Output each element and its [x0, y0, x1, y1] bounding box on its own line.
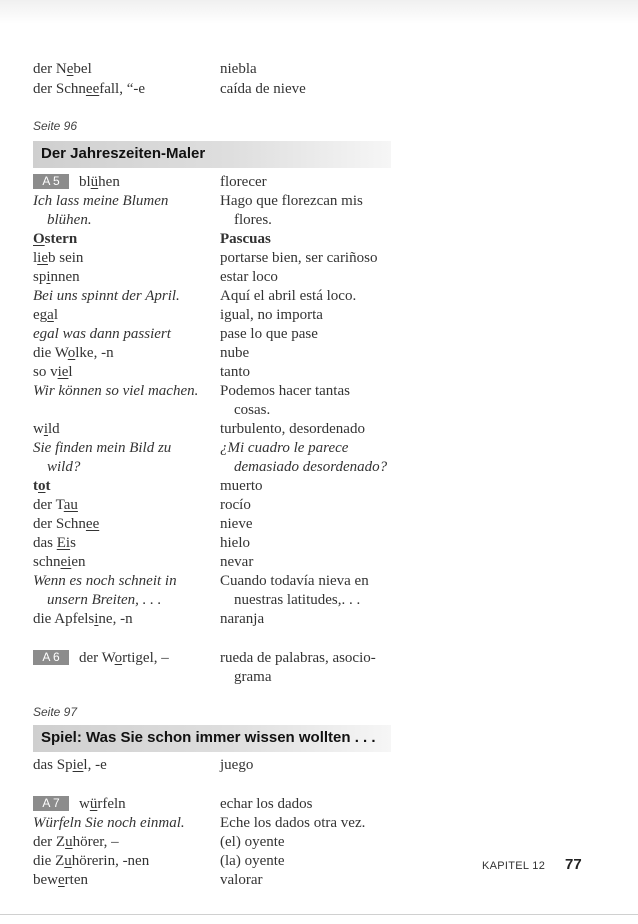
vocab-de-bewerten: bewerten	[33, 872, 88, 888]
vocab-es-portarse-bien: portarse bien, ser cariñoso	[220, 250, 378, 266]
vocab-de-lieb-sein: lieb sein	[33, 250, 84, 266]
vocab-es-turbulento: turbulento, desordenado	[220, 421, 365, 437]
vocab-es-nieve: nieve	[220, 516, 253, 532]
vocab-es-la-oyente: (la) oyente	[220, 853, 285, 869]
exercise-tag-a5: A 5	[33, 174, 69, 189]
vocab-de-spinnen: spinnen	[33, 269, 80, 285]
vocab-de-so-viel: so viel	[33, 364, 73, 380]
example-es-cuadro-cont: demasiado desordenado?	[234, 459, 388, 475]
example-de-blumen-cont: blühen.	[47, 212, 92, 228]
example-es-nieva-cont: nuestras latitudes,. . .	[234, 592, 361, 608]
page-reference-97: Seite 97	[33, 705, 78, 719]
vocab-de-ostern: Ostern	[33, 231, 78, 247]
vocab-de-spiel: das Spiel, -e	[33, 757, 107, 773]
example-es-florezcan: Hago que florezcan mis	[220, 193, 363, 209]
example-de-bild-wild: Sie finden mein Bild zu	[33, 440, 172, 456]
example-es-eche-dados: Eche los dados otra vez.	[220, 815, 366, 831]
example-de-april: Bei uns spinnt der April.	[33, 288, 180, 304]
vocab-de-bluehen: A 5 blühen	[33, 173, 120, 192]
section-title: Der Jahreszeiten-Maler	[41, 145, 206, 162]
example-es-abril: Aquí el abril está loco.	[220, 288, 357, 304]
example-de-viel-machen: Wir können so viel machen.	[33, 383, 199, 399]
vocab-es-hielo: hielo	[220, 535, 250, 551]
vocab-de-zuhoerer: der Zuhörer, –	[33, 834, 119, 850]
vocab-es-pascuas: Pascuas	[220, 231, 271, 247]
vocab-es-echar-dados: echar los dados	[220, 796, 313, 812]
vocab-es-rocio: rocío	[220, 497, 251, 513]
vocab-de-wolke: die Wolke, -n	[33, 345, 114, 361]
example-es-florezcan-cont: flores.	[234, 212, 272, 228]
vocab-de-schneien: schneien	[33, 554, 86, 570]
exercise-tag-a7: A 7	[33, 796, 69, 811]
vocab-es-igual: igual, no importa	[220, 307, 323, 323]
example-de-egal-was: egal was dann passiert	[33, 326, 171, 342]
vocab-es-nevar: nevar	[220, 554, 254, 570]
example-es-cuadro: ¿Mi cuadro le parece	[220, 440, 349, 456]
vocab-de-schneefall: der Schneefall, “-e	[33, 81, 146, 97]
example-de-schneit: Wenn es noch schneit in	[33, 573, 177, 589]
vocab-es-juego: juego	[220, 757, 254, 773]
vocab-de-eis: das Eis	[33, 535, 76, 551]
example-es-hacer-tantas-cont: cosas.	[234, 402, 271, 418]
vocab-de-nebel: der Nebel	[33, 61, 92, 77]
example-es-hacer-tantas: Podemos hacer tantas	[220, 383, 350, 399]
vocab-es-naranja: naranja	[220, 611, 265, 627]
vocab-de-wild: wild	[33, 421, 60, 437]
vocab-es-estar-loco: estar loco	[220, 269, 278, 285]
example-es-pase-lo-que-pase: pase lo que pase	[220, 326, 318, 342]
page-shadow	[0, 0, 638, 24]
example-de-bild-wild-cont: wild?	[47, 459, 81, 475]
vocab-de-schnee: der Schnee	[33, 516, 100, 532]
exercise-tag-a6: A 6	[33, 650, 69, 665]
example-de-wuerfeln: Würfeln Sie noch einmal.	[33, 815, 185, 831]
vocab-de-apfelsine: die Apfelsine, -n	[33, 611, 133, 627]
vocab-es-caida-de-nieve: caída de nieve	[220, 81, 306, 97]
vocab-es-rueda-de-palabras: rueda de palabras, asocio-	[220, 650, 376, 666]
vocab-es-el-oyente: (el) oyente	[220, 834, 285, 850]
section-header-jahreszeiten-maler	[33, 141, 391, 168]
vocab-es-niebla: niebla	[220, 61, 257, 77]
section-header-spiel	[33, 725, 391, 752]
page-number: 77	[565, 856, 582, 873]
vocab-de-tau: der Tau	[33, 497, 78, 513]
page-edge	[0, 914, 638, 915]
vocab-de-wuerfeln: A 7 würfeln	[33, 795, 126, 814]
vocab-es-tanto: tanto	[220, 364, 250, 380]
vocab-es-valorar: valorar	[220, 872, 263, 888]
example-es-nieva: Cuando todavía nieva en	[220, 573, 369, 589]
vocab-es-muerto: muerto	[220, 478, 263, 494]
vocab-de-wortigel: A 6 der Wortigel, –	[33, 649, 169, 668]
section-title: Spiel: Was Sie schon immer wissen wollten . . .	[41, 729, 376, 746]
vocab-es-florecer: florecer	[220, 174, 267, 190]
vocab-de-zuhoererin: die Zuhörerin, -nen	[33, 853, 150, 869]
example-de-schneit-cont: unsern Breiten, . . .	[47, 592, 162, 608]
vocab-de-egal: egal	[33, 307, 59, 323]
page-reference-96: Seite 96	[33, 119, 78, 133]
footer-chapter: KAPITEL 12	[482, 860, 546, 872]
vocab-es-rueda-de-palabras-cont: grama	[234, 669, 272, 685]
example-de-blumen: Ich lass meine Blumen	[33, 193, 169, 209]
vocab-es-nube: nube	[220, 345, 250, 361]
vocab-de-tot: tot	[33, 478, 51, 494]
